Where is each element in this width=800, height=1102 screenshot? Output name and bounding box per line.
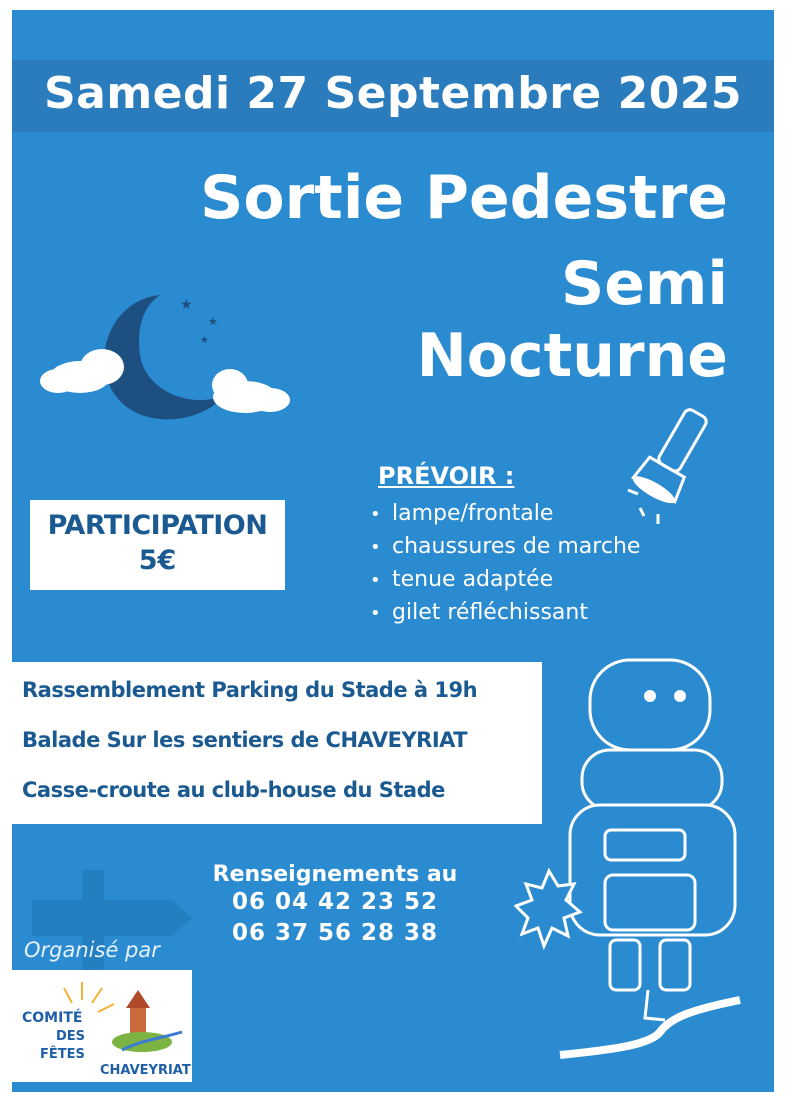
cloud-icon bbox=[212, 369, 290, 413]
contact-heading: Renseignements au bbox=[212, 862, 458, 887]
list-item: • chaussures de marche bbox=[370, 534, 641, 559]
title-line-2: Semi bbox=[561, 249, 728, 319]
organizer-logo bbox=[12, 970, 192, 1082]
moon-icon bbox=[40, 285, 290, 435]
detail-snack: Casse-croute au club-house du Stade bbox=[22, 778, 445, 802]
detail-meeting: Rassemblement Parking du Stade à 19h bbox=[22, 678, 478, 702]
logo-village: CHAVEYRIAT bbox=[100, 1063, 191, 1078]
phone-number-2[interactable]: 06 37 56 28 38 bbox=[231, 920, 439, 946]
sunburst-icon bbox=[64, 982, 114, 1012]
logo-word-3: FÊTES bbox=[40, 1047, 85, 1062]
participation-label: PARTICIPATION bbox=[47, 510, 268, 541]
star-icon: ★ bbox=[180, 297, 193, 313]
participation-box bbox=[30, 500, 285, 590]
list-item: • gilet réfléchissant bbox=[370, 600, 588, 625]
backpack-icon bbox=[500, 640, 760, 1060]
list-item: • tenue adaptée bbox=[370, 567, 554, 592]
participation-price: 5€ bbox=[138, 545, 177, 576]
village-church-icon bbox=[112, 990, 182, 1052]
title-line-3: Nocturne bbox=[416, 321, 728, 391]
contact-section bbox=[180, 862, 490, 949]
phone-number-1[interactable]: 06 04 42 23 52 bbox=[231, 889, 439, 915]
event-date: Samedi 27 Septembre 2025 bbox=[43, 68, 743, 119]
bush-icon bbox=[514, 866, 584, 956]
logo-word-1: COMITÉ bbox=[22, 1010, 83, 1026]
list-item: • lampe/frontale bbox=[370, 501, 554, 526]
organizer-label: Organisé par bbox=[24, 938, 160, 962]
star-icon: ★ bbox=[208, 315, 218, 328]
logo-word-2: DES bbox=[56, 1029, 86, 1044]
prevoir-list bbox=[370, 498, 640, 630]
star-icon: ★ bbox=[200, 335, 209, 346]
detail-walk: Balade Sur les sentiers de CHAVEYRIAT bbox=[22, 728, 468, 752]
prevoir-heading: PRÉVOIR : bbox=[378, 462, 515, 490]
prevoir-section bbox=[370, 462, 640, 630]
path-icon bbox=[560, 1000, 740, 1055]
title-line-1: Sortie Pedestre bbox=[200, 163, 728, 233]
